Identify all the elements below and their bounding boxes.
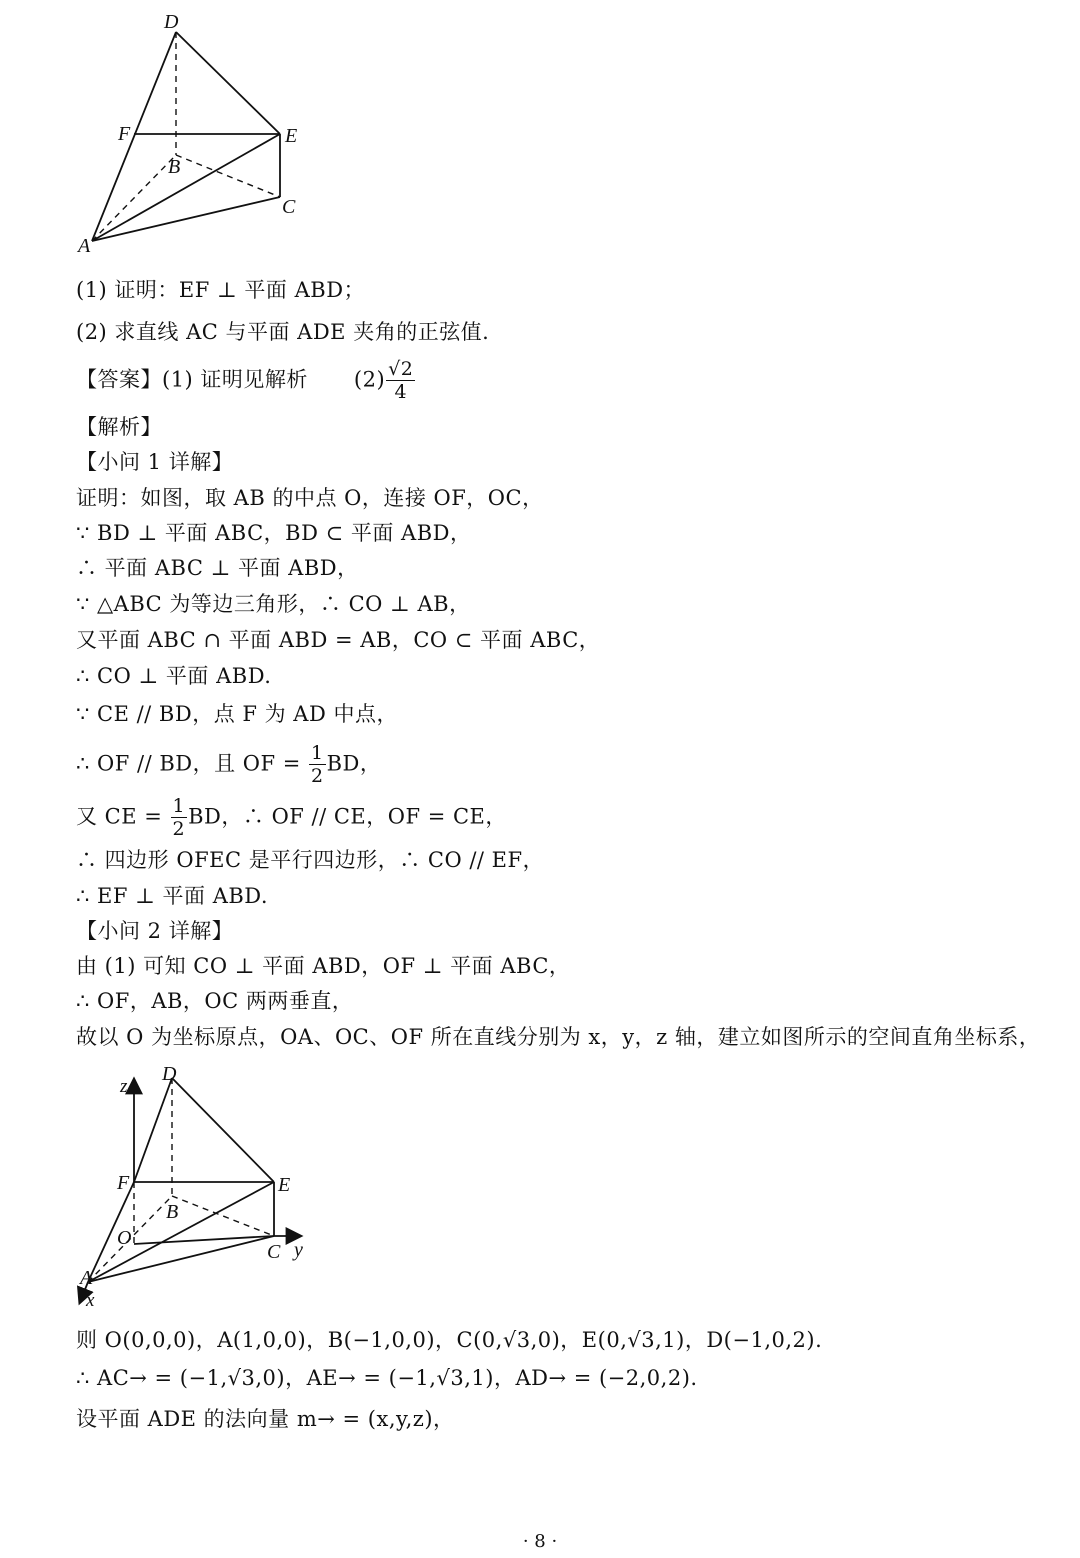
figure-pyramid-1: [70, 8, 330, 258]
question-2: (2) 求直线 AC 与平面 ADE 夹角的正弦值.: [76, 320, 490, 344]
edge-AE: [92, 134, 280, 241]
label-A: A: [78, 235, 91, 257]
label-B: B: [166, 1201, 179, 1223]
frac-line2-pre: 又 CE =: [76, 804, 163, 829]
edge-DF: [134, 1078, 172, 1182]
sub1-line: 又平面 ABC ∩ 平面 ABD = AB，CO ⊂ 平面 ABC，: [76, 628, 601, 652]
answer-frac-num: √2: [388, 358, 414, 380]
coords-line: ∴ AC→ = (−1,√3,0)，AE→ = (−1,√3,1)，AD→ = (−2,0,2).: [76, 1366, 698, 1390]
label-F: F: [117, 1172, 130, 1194]
edge-AE: [88, 1182, 274, 1282]
hidden-AB: [92, 155, 176, 241]
edge-AC: [88, 1236, 274, 1282]
edge-DE: [176, 32, 280, 134]
frac-line1-post: BD，: [326, 751, 382, 776]
hidden-BC: [176, 155, 280, 197]
label-D: D: [162, 1063, 177, 1085]
sub1-line: ∴ 平面 ABC ⊥ 平面 ABD，: [76, 556, 359, 580]
label-F: F: [118, 123, 131, 145]
sub2-heading: 【小问 2 详解】: [76, 919, 234, 943]
label-E: E: [278, 1174, 291, 1196]
label-z: z: [120, 1076, 128, 1097]
hidden-BC: [172, 1196, 274, 1236]
edge-DE: [172, 1078, 274, 1182]
answer-fraction: [386, 360, 415, 402]
label-E: E: [285, 125, 298, 147]
analysis-heading: 【解析】: [76, 415, 162, 439]
sub1-line: ∵ BD ⊥ 平面 ABC，BD ⊂ 平面 ABD，: [76, 521, 472, 545]
sub1-line: 证明：如图，取 AB 的中点 O，连接 OF，OC，: [76, 486, 544, 510]
frac-half-2-num: 1: [172, 795, 186, 817]
label-C: C: [267, 1241, 281, 1263]
label-C: C: [282, 196, 296, 218]
sub1-line: ∵ CE // BD，点 F 为 AD 中点，: [76, 702, 398, 726]
frac-half-1: [309, 744, 326, 786]
frac-half-1-den: 2: [311, 765, 324, 787]
edge-OC: [134, 1236, 274, 1244]
coords-line: 设平面 ADE 的法向量 m→ = (x,y,z)，: [76, 1407, 455, 1431]
label-B: B: [168, 156, 181, 178]
edge-DA: [92, 32, 176, 241]
sub2-line: 由 (1) 可知 CO ⊥ 平面 ABD，OF ⊥ 平面 ABC，: [76, 954, 571, 978]
label-O: O: [117, 1227, 132, 1249]
answer-part2: (2): [353, 367, 386, 392]
sub1-line: ∴ CO ⊥ 平面 ABD.: [76, 664, 272, 688]
answer-frac-den: 4: [394, 381, 408, 403]
answer-line: [76, 360, 416, 402]
sub1-fraction-line-1: [76, 744, 381, 786]
sub1-tail-line: ∴ EF ⊥ 平面 ABD.: [76, 884, 269, 908]
frac-line2-post: BD，∴ OF // CE，OF = CE，: [188, 804, 507, 829]
sub1-fraction-line-2: [76, 797, 507, 839]
label-A: A: [80, 1267, 93, 1289]
label-D: D: [164, 11, 179, 33]
sub2-line: ∴ OF，AB，OC 两两垂直，: [76, 989, 354, 1013]
frac-line1-pre: ∴ OF // BD，且 OF =: [76, 751, 301, 776]
frac-half-2: [171, 797, 188, 839]
coords-line: 则 O(0,0,0)，A(1,0,0)，B(−1,0,0)，C(0,√3,0)，E(0,√3,1)，D(−1,0,2).: [76, 1328, 823, 1352]
sub1-tail-line: ∴ 四边形 OFEC 是平行四边形，∴ CO // EF，: [76, 848, 545, 872]
label-x: x: [86, 1290, 95, 1311]
edge-AC: [92, 197, 280, 241]
sub1-heading: 【小问 1 详解】: [76, 450, 234, 474]
sub1-line: ∵ △ABC 为等边三角形，∴ CO ⊥ AB，: [76, 592, 471, 616]
figure-coordinate-system: [70, 1060, 330, 1312]
question-1: (1) 证明：EF ⊥ 平面 ABD；: [76, 278, 366, 302]
sub2-line: 故以 O 为坐标原点，OA、OC、OF 所在直线分别为 x，y，z 轴，建立如图所示的空间直角坐标系，: [76, 1025, 1041, 1049]
answer-prefix: 【答案】(1) 证明见解析: [76, 367, 308, 392]
label-y: y: [294, 1239, 303, 1261]
page-number: · 8 ·: [522, 1531, 558, 1552]
frac-half-1-num: 1: [311, 742, 324, 764]
frac-half-2-den: 2: [172, 818, 186, 840]
